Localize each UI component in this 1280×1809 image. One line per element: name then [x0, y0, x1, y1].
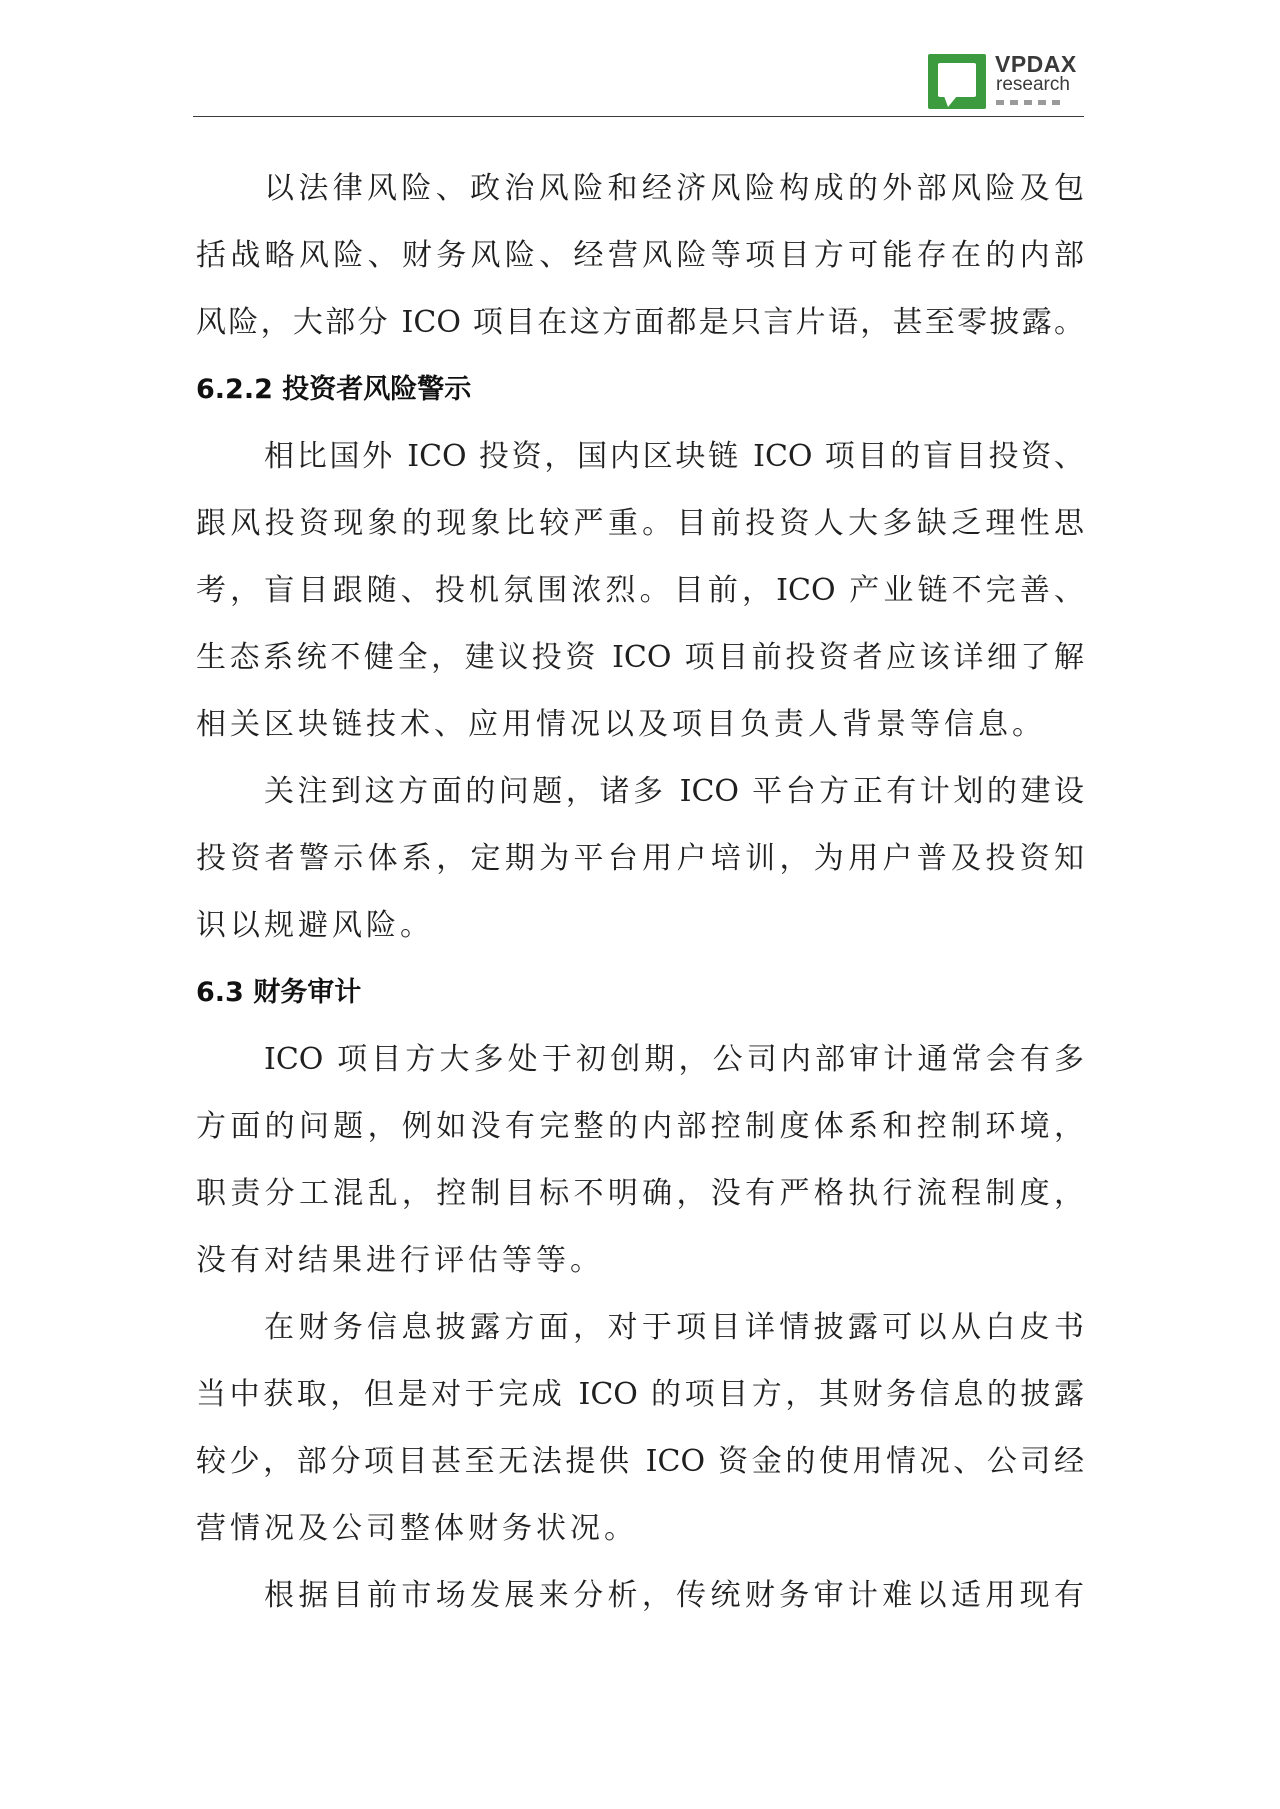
body-line: 跟风投资现象的现象比较严重。目前投资人大多缺乏理性思 — [196, 506, 1084, 541]
header-divider — [193, 116, 1084, 117]
section-heading: 6.2.2 投资者风险警示 — [196, 374, 472, 405]
body-line: 识以规避风险。 — [196, 908, 434, 943]
logo-brand-text: VPDAX — [995, 51, 1077, 77]
body-line: 没有对结果进行评估等等。 — [196, 1243, 604, 1278]
body-line: 相比国外 ICO 投资，国内区块链 ICO 项目的盲目投资、 — [264, 439, 1084, 474]
body-line: 根据目前市场发展来分析，传统财务审计难以适用现有 — [264, 1578, 1084, 1613]
body-line: ICO 项目方大多处于初创期，公司内部审计通常会有多 — [264, 1042, 1084, 1077]
paragraph — [196, 1294, 1084, 1562]
body-line: 以法律风险、政治风险和经济风险构成的外部风险及包 — [264, 171, 1084, 206]
body-line: 考，盲目跟随、投机氛围浓烈。目前，ICO 产业链不完善、 — [196, 573, 1084, 608]
body-line: 职责分工混乱，控制目标不明确，没有严格执行流程制度， — [196, 1176, 1084, 1211]
paragraph — [196, 423, 1084, 758]
document-body — [196, 155, 1084, 1629]
body-line: 方面的问题，例如没有完整的内部控制度体系和控制环境， — [196, 1109, 1084, 1144]
section-heading: 6.3 财务审计 — [196, 977, 362, 1008]
body-line: 风险，大部分 ICO 项目在这方面都是只言片语，甚至零披露。 — [196, 305, 1084, 340]
paragraph — [196, 1562, 1084, 1629]
body-line: 相关区块链技术、应用情况以及项目负责人背景等信息。 — [196, 707, 1046, 742]
paragraph — [196, 1026, 1084, 1294]
body-line: 括战略风险、财务风险、经营风险等项目方可能存在的内部 — [196, 238, 1084, 273]
logo-tagline-text: research — [996, 74, 1070, 95]
body-line: 较少，部分项目甚至无法提供 ICO 资金的使用情况、公司经 — [196, 1444, 1084, 1479]
body-line: 生态系统不健全，建议投资 ICO 项目前投资者应该详细了解 — [196, 640, 1084, 675]
logo-icon — [927, 53, 987, 113]
body-line: 投资者警示体系，定期为平台用户培训，为用户普及投资知 — [196, 841, 1084, 876]
logo-subtitle-marks — [996, 97, 1068, 107]
body-line: 当中获取，但是对于完成 ICO 的项目方，其财务信息的披露 — [196, 1377, 1084, 1412]
paragraph — [196, 155, 1084, 356]
body-line: 营情况及公司整体财务状况。 — [196, 1511, 638, 1546]
paragraph — [196, 758, 1084, 959]
body-line: 在财务信息披露方面，对于项目详情披露可以从白皮书 — [264, 1310, 1084, 1345]
body-line: 关注到这方面的问题，诸多 ICO 平台方正有计划的建设 — [264, 774, 1084, 809]
